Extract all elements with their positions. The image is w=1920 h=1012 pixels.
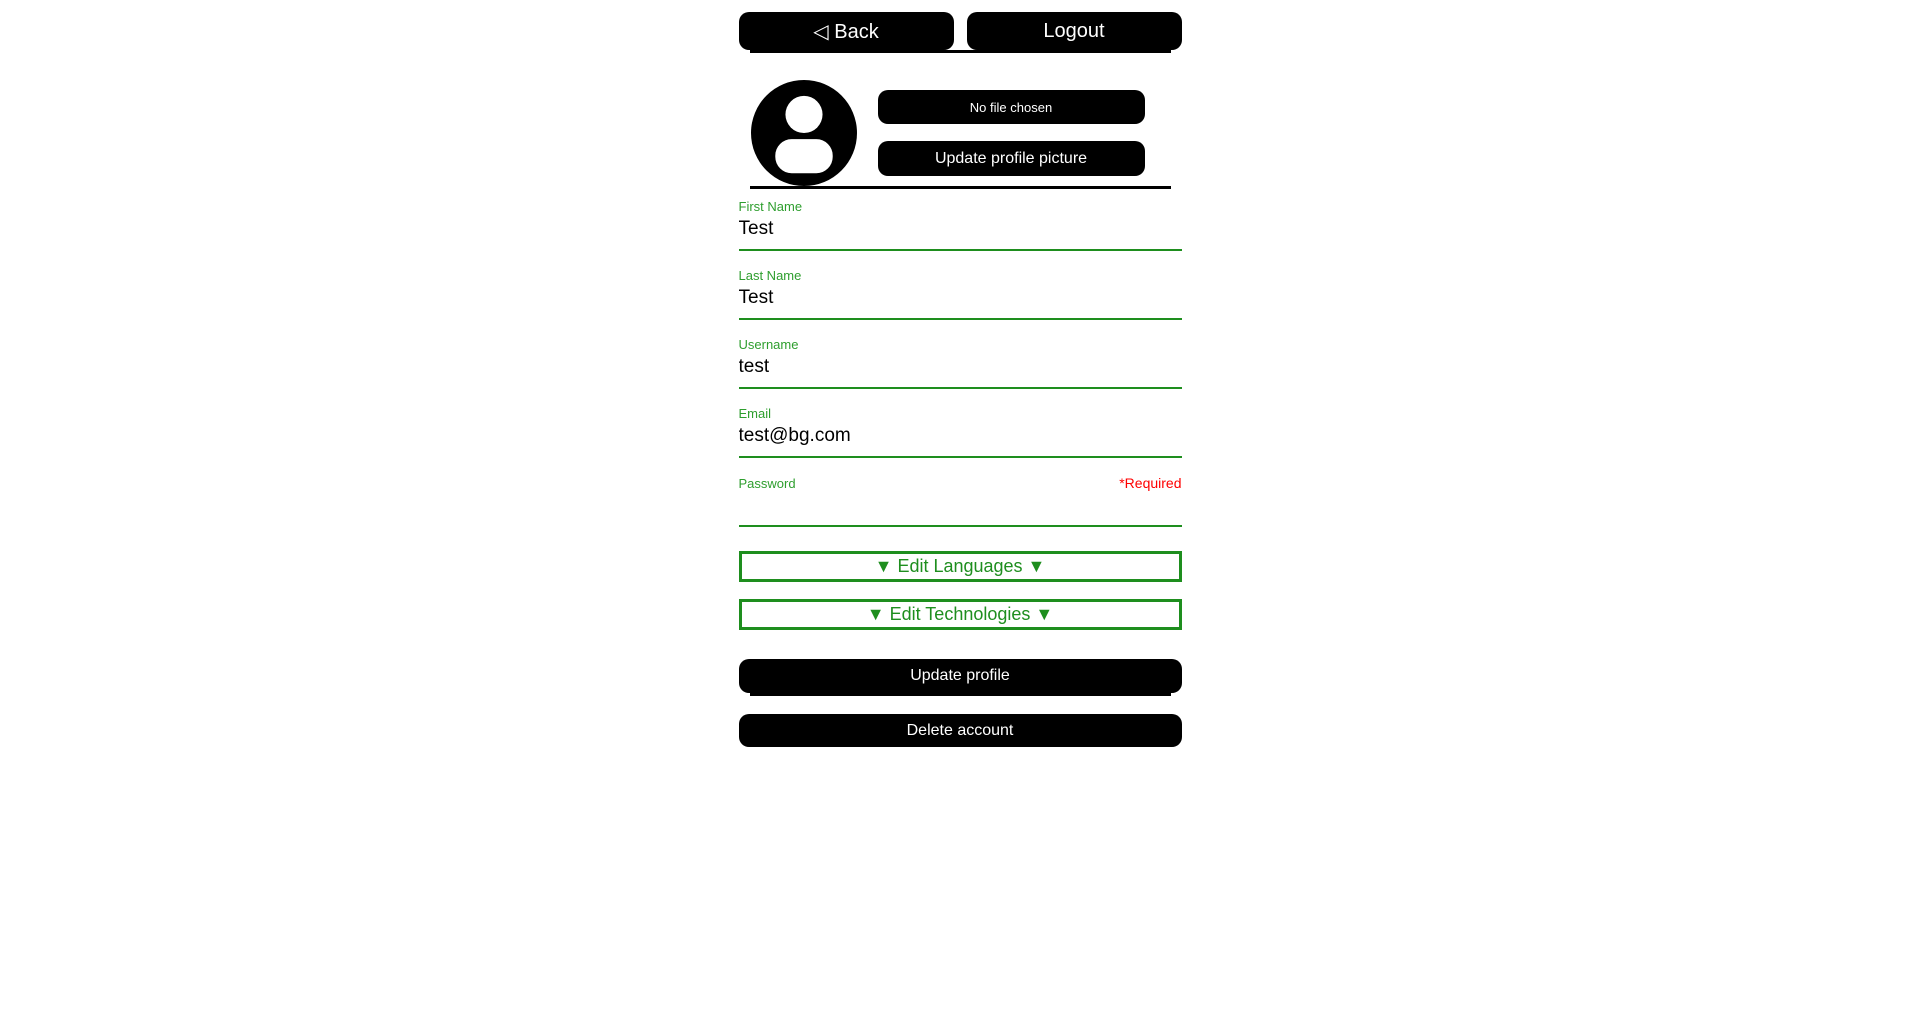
profile-picture-section — [739, 80, 1182, 186]
field-last-name — [739, 251, 1182, 320]
back-button[interactable]: ◁ Back — [739, 12, 954, 50]
update-profile-button[interactable]: Update profile — [739, 659, 1182, 693]
file-input[interactable]: No file chosen — [878, 90, 1145, 124]
first-name-input[interactable] — [739, 214, 1182, 251]
username-label: Username — [738, 337, 799, 352]
field-email — [739, 389, 1182, 458]
edit-languages-button[interactable]: ▼ Edit Languages ▼ — [739, 551, 1182, 582]
field-first-name — [739, 189, 1182, 251]
divider — [750, 50, 1171, 53]
profile-form — [739, 189, 1182, 693]
field-label-row — [739, 475, 1182, 490]
email-input[interactable] — [739, 421, 1182, 458]
content-column — [739, 0, 1182, 747]
edit-technologies-button[interactable]: ▼ Edit Technologies ▼ — [739, 599, 1182, 630]
field-label-row — [739, 268, 1182, 283]
divider — [750, 693, 1171, 696]
field-label-row — [739, 406, 1182, 421]
last-name-label: Last Name — [738, 268, 802, 283]
last-name-input[interactable] — [739, 283, 1182, 320]
password-label: Password — [738, 476, 796, 491]
update-picture-button[interactable]: Update profile picture — [878, 141, 1145, 176]
person-icon — [751, 80, 857, 186]
password-input[interactable] — [739, 490, 1182, 527]
upload-controls — [878, 90, 1145, 176]
field-label-row — [739, 337, 1182, 352]
email-label: Email — [738, 406, 772, 421]
required-note: *Required — [1119, 475, 1182, 491]
field-password — [739, 458, 1182, 527]
field-username — [739, 320, 1182, 389]
delete-account-button[interactable]: Delete account — [739, 714, 1182, 747]
first-name-label: First Name — [738, 199, 803, 214]
field-label-row — [739, 199, 1182, 214]
avatar — [751, 80, 857, 186]
logout-button[interactable]: Logout — [967, 12, 1182, 50]
top-toolbar — [739, 12, 1182, 50]
username-input[interactable] — [739, 352, 1182, 389]
